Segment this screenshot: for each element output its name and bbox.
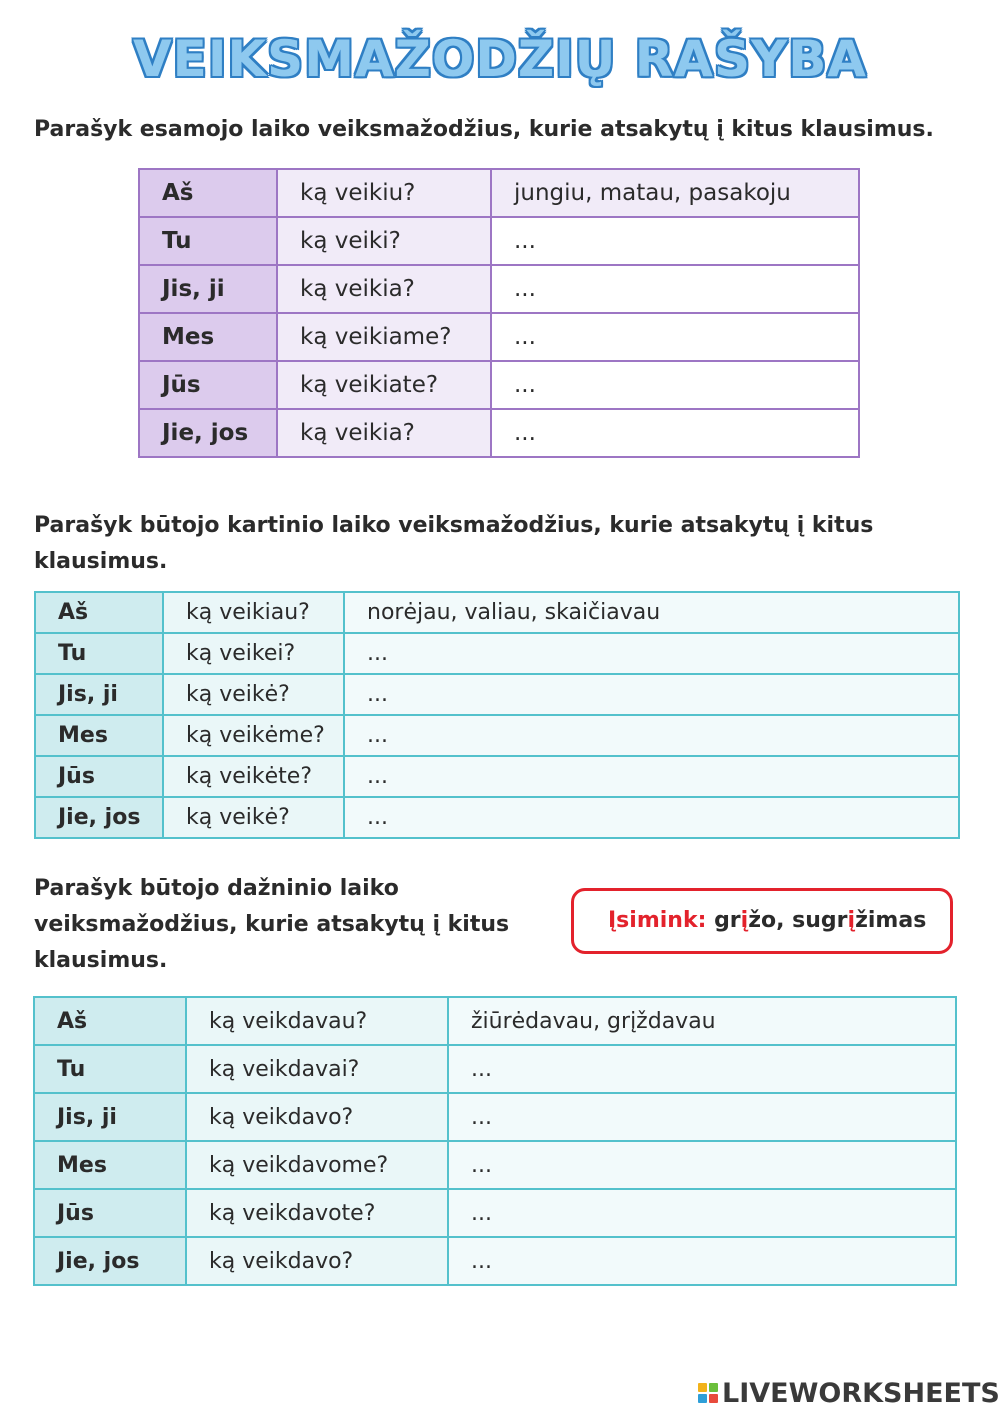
answer-input[interactable]: ... xyxy=(491,217,859,265)
section2-instruction xyxy=(34,508,873,580)
pronoun-cell: Jis, ji xyxy=(34,1093,186,1141)
table-row xyxy=(139,217,859,265)
answer-input[interactable]: ... xyxy=(344,633,959,674)
table-row xyxy=(34,1189,956,1237)
past-simple-table xyxy=(34,591,960,839)
pronoun-cell: Tu xyxy=(35,633,163,674)
answer-input[interactable]: ... xyxy=(344,797,959,838)
pronoun-cell: Jūs xyxy=(34,1189,186,1237)
table-row xyxy=(34,1093,956,1141)
pronoun-cell: Mes xyxy=(139,313,277,361)
question-cell: ką veikėme? xyxy=(163,715,344,756)
pronoun-cell: Jis, ji xyxy=(35,674,163,715)
answer-input[interactable]: ... xyxy=(491,409,859,457)
logo-square xyxy=(698,1383,707,1392)
table-row xyxy=(34,1237,956,1285)
question-cell: ką veikei? xyxy=(163,633,344,674)
answer-input[interactable]: ... xyxy=(344,715,959,756)
table-row xyxy=(35,674,959,715)
question-cell: ką veikia? xyxy=(277,409,491,457)
pronoun-cell: Tu xyxy=(139,217,277,265)
logo-square xyxy=(709,1394,718,1403)
question-cell: ką veikia? xyxy=(277,265,491,313)
section2-instruction-line2: klausimus. xyxy=(34,549,168,574)
question-cell: ką veikėte? xyxy=(163,756,344,797)
brand-text: LIVEWORKSHEETS xyxy=(722,1377,1000,1409)
question-cell: ką veikė? xyxy=(163,797,344,838)
question-cell: ką veikdavote? xyxy=(186,1189,448,1237)
logo-square xyxy=(698,1394,707,1403)
pronoun-cell: Jie, jos xyxy=(34,1237,186,1285)
pronoun-cell: Jūs xyxy=(139,361,277,409)
table-row xyxy=(139,409,859,457)
section3-instruction-line2: veiksmažodžius, kurie atsakytų į kitus xyxy=(34,912,510,937)
answer-cell[interactable]: žiūrėdavau, grįždavau xyxy=(448,997,956,1045)
table-row xyxy=(35,756,959,797)
pronoun-cell: Tu xyxy=(34,1045,186,1093)
answer-input[interactable]: ... xyxy=(491,313,859,361)
section2-instruction-line1: Parašyk būtojo kartinio laiko veiksmažodžius, kurie atsakytų į kitus xyxy=(34,513,874,538)
table-row xyxy=(35,592,959,633)
question-cell: ką veikdavo? xyxy=(186,1237,448,1285)
table-row xyxy=(34,997,956,1045)
question-cell: ką veikdavau? xyxy=(186,997,448,1045)
table-row xyxy=(34,1045,956,1093)
table-row xyxy=(35,797,959,838)
pronoun-cell: Aš xyxy=(139,169,277,217)
section3-instruction-line1: Parašyk būtojo dažninio laiko xyxy=(34,876,399,901)
question-cell: ką veikiame? xyxy=(277,313,491,361)
pronoun-cell: Jūs xyxy=(35,756,163,797)
pronoun-cell: Aš xyxy=(34,997,186,1045)
answer-input[interactable]: ... xyxy=(344,674,959,715)
question-cell: ką veikiate? xyxy=(277,361,491,409)
answer-input[interactable]: ... xyxy=(491,265,859,313)
question-cell: ką veikė? xyxy=(163,674,344,715)
liveworksheets-logo-icon xyxy=(698,1383,718,1403)
pronoun-cell: Mes xyxy=(35,715,163,756)
answer-input[interactable]: ... xyxy=(448,1141,956,1189)
pronoun-cell: Jis, ji xyxy=(139,265,277,313)
answer-cell[interactable]: norėjau, valiau, skaičiavau xyxy=(344,592,959,633)
table-row xyxy=(139,361,859,409)
page-title: VEIKSMAŽODŽIŲ RAŠYBA xyxy=(132,30,867,88)
table-row xyxy=(139,313,859,361)
answer-input[interactable]: ... xyxy=(448,1045,956,1093)
table-row xyxy=(139,265,859,313)
question-cell: ką veikiu? xyxy=(277,169,491,217)
table-row xyxy=(139,169,859,217)
answer-input[interactable]: ... xyxy=(448,1237,956,1285)
answer-cell[interactable]: jungiu, matau, pasakoju xyxy=(491,169,859,217)
answer-input[interactable]: ... xyxy=(448,1093,956,1141)
answer-input[interactable]: ... xyxy=(491,361,859,409)
pronoun-cell: Mes xyxy=(34,1141,186,1189)
remember-label: Įsimink: xyxy=(608,908,707,933)
pronoun-cell: Jie, jos xyxy=(35,797,163,838)
question-cell: ką veiki? xyxy=(277,217,491,265)
question-cell: ką veikdavome? xyxy=(186,1141,448,1189)
answer-input[interactable]: ... xyxy=(344,756,959,797)
pronoun-cell: Jie, jos xyxy=(139,409,277,457)
past-frequentative-table xyxy=(33,996,957,1286)
table-row xyxy=(35,633,959,674)
table-row xyxy=(35,715,959,756)
section3-instruction xyxy=(34,871,509,979)
remember-word-1: grįžo, xyxy=(714,908,785,933)
question-cell: ką veikdavo? xyxy=(186,1093,448,1141)
present-tense-table xyxy=(138,168,860,458)
question-cell: ką veikiau? xyxy=(163,592,344,633)
remember-box xyxy=(571,888,953,954)
logo-square xyxy=(709,1383,718,1392)
section3-instruction-line3: klausimus. xyxy=(34,948,168,973)
table-row xyxy=(34,1141,956,1189)
answer-input[interactable]: ... xyxy=(448,1189,956,1237)
pronoun-cell: Aš xyxy=(35,592,163,633)
section1-instruction: Parašyk esamojo laiko veiksmažodžius, kurie atsakytų į kitus klausimus. xyxy=(34,117,934,142)
question-cell: ką veikdavai? xyxy=(186,1045,448,1093)
liveworksheets-brand[interactable] xyxy=(698,1377,1000,1409)
remember-word-2: sugrįžimas xyxy=(792,908,927,933)
